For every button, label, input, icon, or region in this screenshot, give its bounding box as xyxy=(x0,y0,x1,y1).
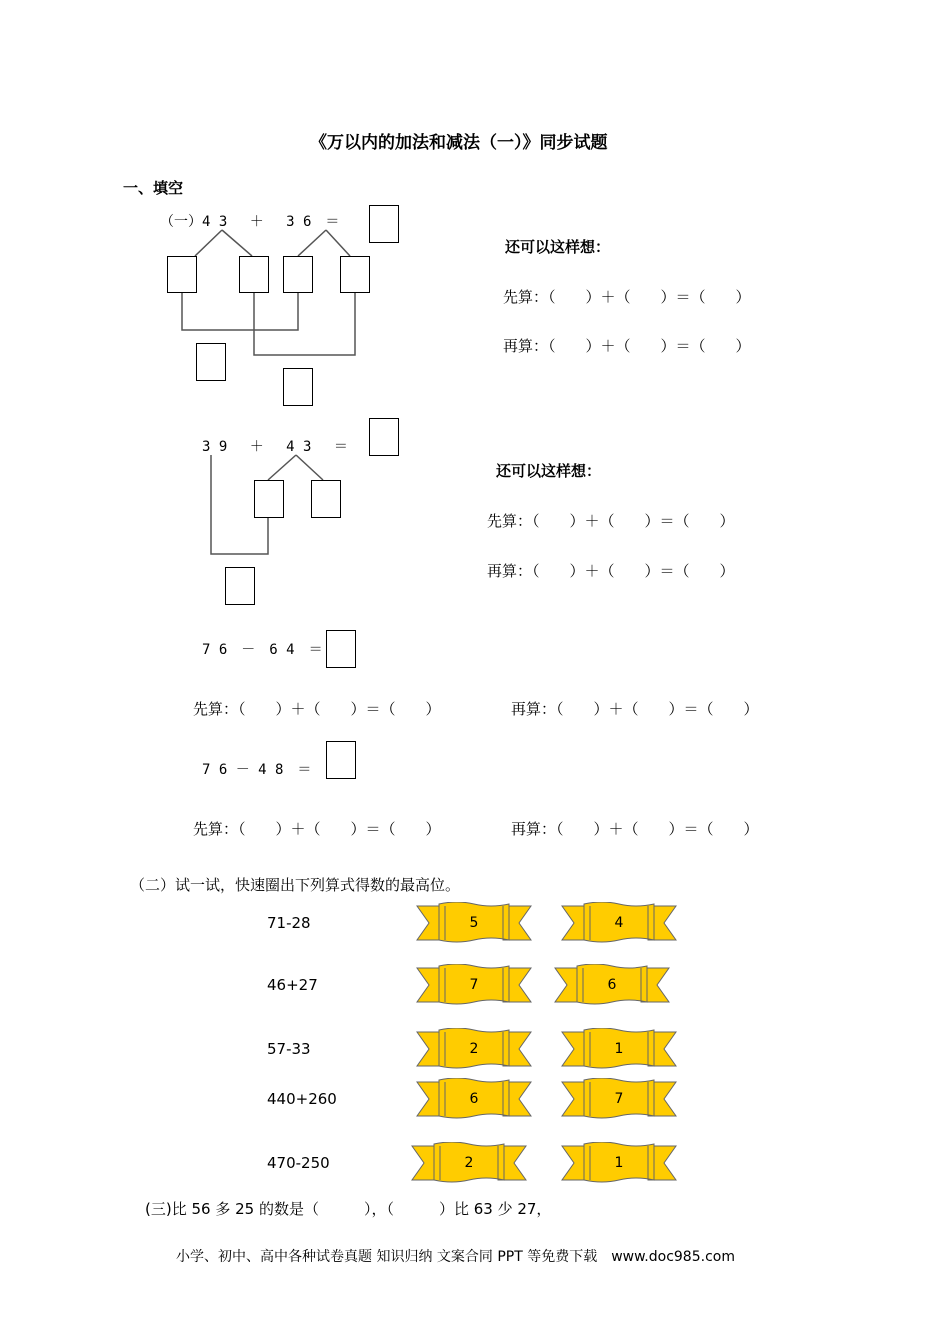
ribbon-option[interactable] xyxy=(553,964,671,1006)
ribbon-option[interactable] xyxy=(415,1078,533,1120)
ribbon-option[interactable] xyxy=(415,902,533,944)
ribbon-option[interactable] xyxy=(415,964,533,1006)
ribbon-digit: 1 xyxy=(614,1155,624,1171)
part2-instruction: （二）试一试，快速圈出下列算式得数的最高位。 xyxy=(130,876,461,894)
ribbon-option[interactable] xyxy=(560,902,678,944)
ribbon-option[interactable] xyxy=(415,1028,533,1070)
think-label: 还可以这样想： xyxy=(505,238,611,256)
ribbon-digit: 2 xyxy=(464,1155,474,1171)
ribbon-digit: 7 xyxy=(614,1091,624,1107)
answer-box[interactable] xyxy=(283,368,313,406)
answer-box[interactable] xyxy=(283,256,313,293)
page-title: 《万以内的加法和减法（一）》同步试题 xyxy=(310,133,608,153)
answer-box[interactable] xyxy=(311,480,341,518)
answer-box[interactable] xyxy=(225,567,255,605)
ribbon-digit: 2 xyxy=(469,1041,479,1057)
q3-expression: 7 6 － 6 4 ＝ xyxy=(202,642,323,658)
answer-box[interactable] xyxy=(326,630,356,668)
ribbon-digit: 7 xyxy=(469,977,479,993)
q1-expression: （一）4 3 ＋ 3 6 ＝ xyxy=(160,214,340,230)
footer-text: 小学、初中、高中各种试卷真题 知识归纳 文案合同 PPT 等免费下载 www.doc985.com xyxy=(176,1249,735,1265)
ribbon-digit: 5 xyxy=(469,915,479,931)
step-first: 先算：（ ）＋（ ）＝（ ） xyxy=(193,820,441,838)
answer-box[interactable] xyxy=(167,256,197,293)
ribbon-option[interactable] xyxy=(560,1028,678,1070)
ribbon-digit: 1 xyxy=(614,1041,624,1057)
step-then: 再算：（ ）＋（ ）＝（ ） xyxy=(487,562,735,580)
step-then: 再算：（ ）＋（ ）＝（ ） xyxy=(503,337,751,355)
expression: 46+27 xyxy=(267,976,318,994)
ribbon-digit: 6 xyxy=(607,977,617,993)
ribbon-digit: 6 xyxy=(469,1091,479,1107)
answer-box[interactable] xyxy=(340,256,370,293)
ribbon-option[interactable] xyxy=(410,1142,528,1184)
expression: 440+260 xyxy=(267,1090,337,1108)
think-label: 还可以这样想： xyxy=(496,462,602,480)
part3-question: (三)比 56 多 25 的数是（ ），（ ）比 63 少 27， xyxy=(145,1200,552,1218)
expression: 71-28 xyxy=(267,914,311,932)
ribbon-option[interactable] xyxy=(560,1078,678,1120)
answer-box[interactable] xyxy=(326,741,356,779)
ribbon-digit: 4 xyxy=(614,915,624,931)
answer-box[interactable] xyxy=(239,256,269,293)
step-then: 再算：（ ）＋（ ）＝（ ） xyxy=(511,820,759,838)
section-heading: 一、填空 xyxy=(123,179,184,197)
expression: 470-250 xyxy=(267,1154,330,1172)
answer-box[interactable] xyxy=(369,205,399,243)
ribbon-option[interactable] xyxy=(560,1142,678,1184)
step-first: 先算：（ ）＋（ ）＝（ ） xyxy=(487,512,735,530)
step-then: 再算：（ ）＋（ ）＝（ ） xyxy=(511,700,759,718)
answer-box[interactable] xyxy=(369,418,399,456)
answer-box[interactable] xyxy=(196,343,226,381)
q2-expression: 3 9 ＋ 4 3 ＝ xyxy=(202,439,348,455)
expression: 57-33 xyxy=(267,1040,311,1058)
q4-expression: 7 6 － 4 8 ＝ xyxy=(202,762,312,778)
step-first: 先算：（ ）＋（ ）＝（ ） xyxy=(503,288,751,306)
step-first: 先算：（ ）＋（ ）＝（ ） xyxy=(193,700,441,718)
answer-box[interactable] xyxy=(254,480,284,518)
